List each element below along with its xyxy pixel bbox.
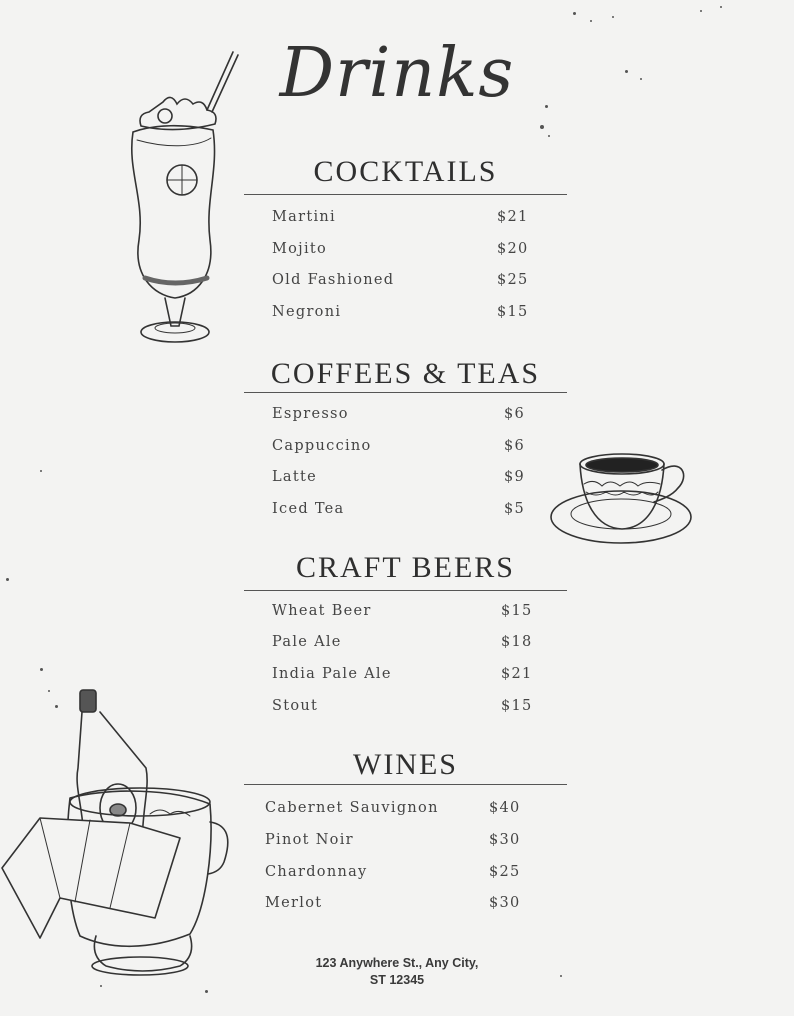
speck	[40, 668, 43, 671]
menu-item-name: Cappuccino	[272, 438, 372, 454]
speck	[700, 10, 702, 12]
address-line-1: 123 Anywhere St., Any City,	[315, 956, 479, 970]
menu-item-price: $40	[489, 800, 521, 816]
speck	[40, 470, 42, 472]
menu-item-price: $15	[497, 304, 529, 320]
wine-bucket-icon	[0, 688, 235, 980]
menu-item-name: Espresso	[272, 406, 349, 422]
speck	[540, 125, 544, 129]
menu-item-price: $21	[497, 209, 529, 225]
menu-item-name: Merlot	[265, 895, 323, 911]
menu-item-price: $21	[501, 666, 533, 682]
craft-beers-section	[244, 550, 567, 591]
menu-item-name: Cabernet Sauvignon	[265, 800, 439, 816]
menu-item-price: $25	[489, 864, 521, 880]
menu-item-price: $9	[504, 469, 526, 485]
menu-item-name: Stout	[272, 698, 319, 714]
menu-item-price: $6	[504, 438, 526, 454]
wines-section	[244, 747, 567, 785]
section-divider	[244, 590, 567, 591]
menu-item-price: $18	[501, 634, 533, 650]
speck	[720, 6, 722, 8]
menu-item-name: Negroni	[272, 304, 342, 320]
menu-item-price: $30	[489, 832, 521, 848]
section-heading: COFFEES & TEAS	[270, 357, 541, 390]
menu-item-name: Pale Ale	[272, 634, 342, 650]
speck	[548, 135, 550, 137]
menu-item-name: Latte	[272, 469, 318, 485]
address-line-2: ST 12345	[369, 973, 425, 987]
menu-item-name: Iced Tea	[272, 501, 345, 517]
address-footer	[0, 955, 794, 989]
menu-item-name: Pinot Noir	[265, 832, 354, 848]
menu-item-price: $25	[497, 272, 529, 288]
section-divider	[244, 194, 567, 195]
section-heading: CRAFT BEERS	[295, 551, 515, 584]
coffees-teas-section	[244, 356, 567, 393]
section-heading: WINES	[353, 748, 458, 781]
menu-item-name: Martini	[272, 209, 336, 225]
menu-item-price: $15	[501, 603, 533, 619]
section-divider	[244, 784, 567, 785]
menu-item-name: Mojito	[272, 241, 328, 257]
menu-item-price: $30	[489, 895, 521, 911]
menu-item-name: Chardonnay	[265, 864, 368, 880]
coffee-cup-icon	[548, 442, 694, 550]
menu-item-name: Old Fashioned	[272, 272, 395, 288]
menu-item-price: $5	[504, 501, 526, 517]
cocktails-section	[244, 154, 567, 195]
menu-title: Drinks	[279, 34, 515, 113]
menu-item-name: Wheat Beer	[272, 603, 372, 619]
cocktail-glass-icon	[125, 50, 245, 355]
speck	[612, 16, 614, 18]
menu-item-price: $15	[501, 698, 533, 714]
section-divider	[244, 392, 567, 393]
menu-item-price: $20	[497, 241, 529, 257]
menu-item-name: India Pale Ale	[272, 666, 392, 682]
section-heading: COCKTAILS	[313, 155, 498, 188]
menu-item-price: $6	[504, 406, 526, 422]
speck	[573, 12, 576, 15]
speck	[6, 578, 9, 581]
speck	[590, 20, 592, 22]
speck	[205, 990, 208, 993]
